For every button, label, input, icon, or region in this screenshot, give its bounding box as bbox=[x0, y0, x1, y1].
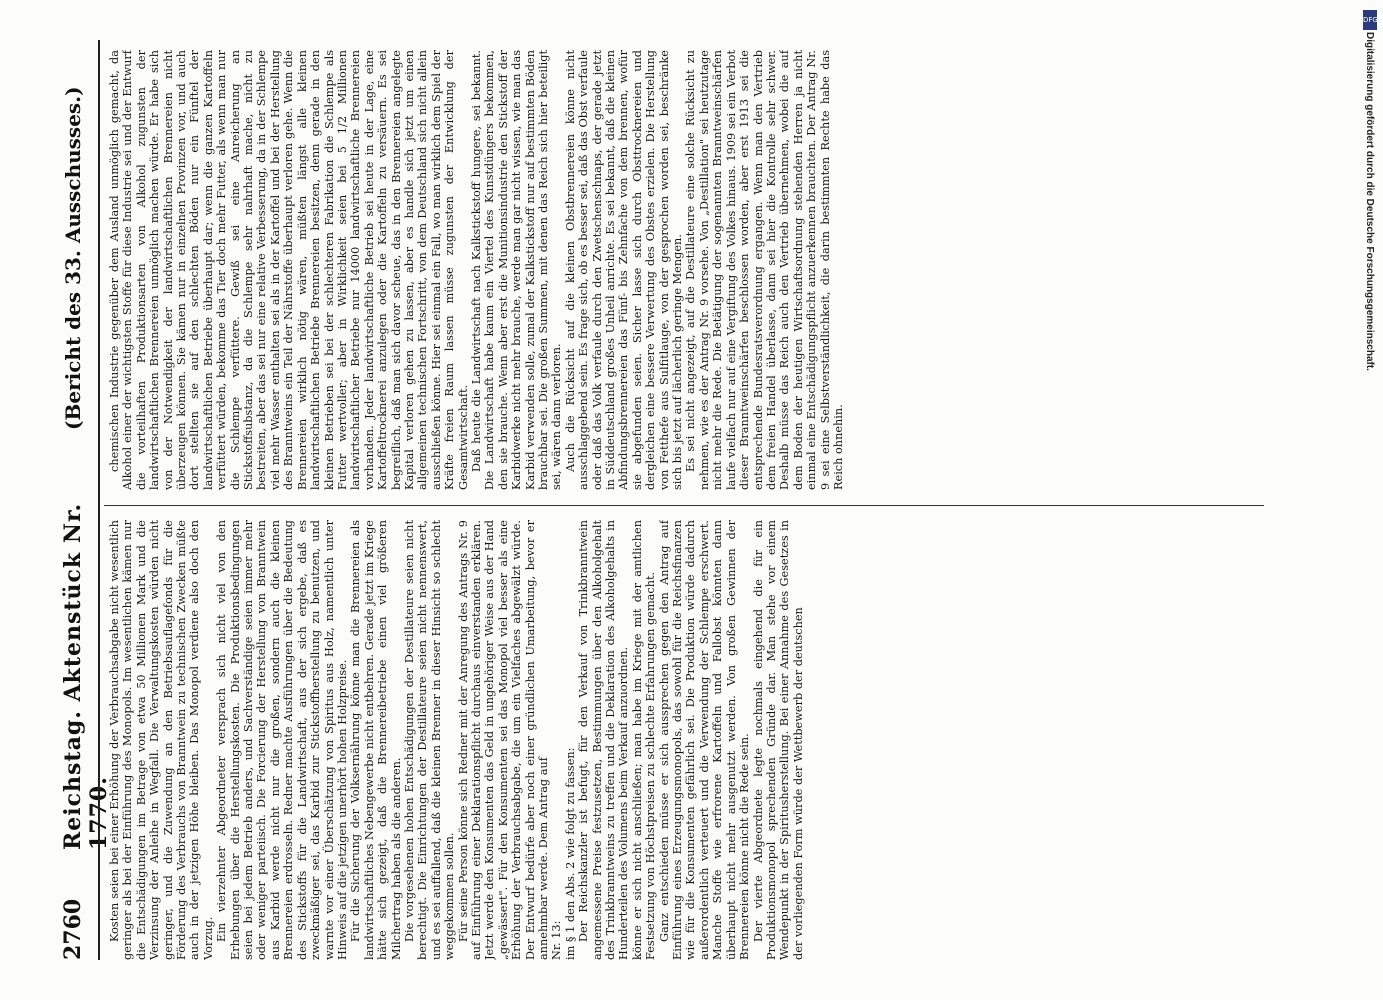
sidebar-credit bbox=[1363, 10, 1377, 990]
paragraph: Die vorgesehenen hohen Entschädigungen der Destillateure seien nicht berechtigt. Die Einrichtungen der Destillateure seien nicht nennenswert, und es sei auffallend, daß die kleinen Brenner in dieser Hinsicht so schlecht weggekommen sollen. bbox=[402, 520, 457, 960]
paragraph: Nr. 13: bbox=[550, 920, 564, 960]
section-title: (Bericht des 33. Ausschusses.) bbox=[61, 86, 85, 430]
paragraph: Der vierte Abgeordnete legte nochmals eingehend die für ein Produktionsmonopol sprechenden Gründe dar. Man stehe vor einem Wendepunkt in der Spiritusherstellung. Bei einer Annahme des Gesetzes in der vorliegenden Form würde der Wettbewerb der deutschen bbox=[751, 520, 805, 960]
paragraph: Für seine Person könne sich Redner mit der Anregung des Antrags Nr. 9 auf Einführung einer Deklarationspflicht durchaus einverstanden erklären. Jetzt werde den Konsumenten das Geld in ungehöriger Weise aus der Hand „gewässert". Für den Konsumenten sei das Monopol viel besser als eine Erhöhung der Verbrauchsabgabe, die um ein Vielfaches abgewälzt würde. Der Entwurf bedürfe aber noch einer gründlichen Umarbeitung, bevor er annehmbar werde. Dem Antrag auf bbox=[456, 520, 550, 960]
page-title: Reichstag. Aktenstück Nr. 1770. bbox=[60, 502, 112, 850]
page-header bbox=[60, 40, 112, 960]
paragraph: im § 1 den Abs. 2 wie folgt zu fassen: bbox=[563, 747, 577, 960]
page-number: 2760 bbox=[60, 898, 86, 960]
page-body bbox=[60, 40, 1260, 960]
paragraph: Auch die Rücksicht auf die kleinen Obstbrennereien könne nicht ausschlaggebend sein. Es frage sich, ob es besser sei, daß das Obst verfaule oder daß das Volk verfaule durch den Zwetschenschnaps, der gerade jetzt in Süddeutschland großes Unheil anrichte. Es sei bekannt, daß die kleinen Abfindungsbrennereien das Fünf- bis Zehnfache von dem brennen, wofür sie abgefunden seien. Sicher lasse sich durch Obsttrocknereien und dergleichen eine bessere Verwertung des Obstes erzielen. Die Herstellung von Fetthefe aus Sulfitlauge, von der gesprochen worden sei, beschränke sich bis jetzt auf lächerlich geringe Mengen. bbox=[563, 50, 685, 490]
paragraph: chemischen Industrie gegenüber dem Ausland unmöglich gemacht, da Alkohol einer der wichtigsten Stoffe für diese Industrie sei und der Entwurf die vorteilhaften Produktionsarten von Alkohol zugunsten der landwirtschaftlichen Brennereien unmöglich machen würde. Er habe sich von der Notwendigkeit der landwirtschaftlichen Brennereien nicht überzeugen können. Sie kämen nur in einzelnen Provinzen vor, und auch dort stellten sie auf den schlechten Böden nur ein Fünftel der landwirtschaftlichen Betriebe überhaupt dar; wenn die ganzen Kartoffeln verfüttert würden, bekomme das Tier doch mehr Futter, als wenn man nur die Schlempe verfüttere. Gewiß sei eine Anreicherung an Stickstoffsubstanz, da die Schlempe sehr nahrhaft mache, nicht zu bestreiten, aber das sei nur eine relative Verbesserung, da in der Schlempe viel mehr Wasser enthalten sei als in der Kartoffel und bei der Herstellung des Branntweins ein Teil der Nährstoffe überhaupt verloren gehe. Wenn die Brennereien wirklich nötig wären, müßten längst alle kleinen landwirtschaftlichen Betriebe Brennereien besitzen, denn gerade in den kleinen Betrieben sei bei der schlechteren Fabrikation die Schlempe als Futter wertvoller; aber in Wirklichkeit seien bei 5 1/2 Millionen landwirtschaftlicher Betriebe nur 14000 landwirtschaftliche Brennereien vorhanden. Jeder landwirtschaftliche Betrieb sei heute in der Lage, eine Kartoffeltrocknerei anzulegen oder die Kartoffeln zu versäuern. Es sei begreiflich, daß man sich davor scheue, das in den Brennereien angelegte Kapital verloren gehen zu lassen, aber es handle sich jetzt um einen allgemeinen technischen Fortschritt, von dem Deutschland sich nicht allein ausschließen könne. Hier sei einmal ein Fall, wo man wirklich dem Spiel der Kräfte freien Raum lassen müsse zugunsten der Entwicklung der Gesamtwirtschaft. bbox=[108, 50, 470, 490]
paragraph: könne er sich nicht anschließen; man habe im Kriege mit der amtlichen Festsetzung von Höchstpreisen zu schlechte Erfahrungen gemacht. bbox=[630, 520, 658, 960]
right-column bbox=[108, 50, 1258, 490]
paragraph: Ganz entschieden müsse er sich aussprechen gegen den Antrag auf Einführung eines Erzeugungsmonopols, das sowohl für die Reichsfinanzen wie für die Konsumenten gefährlich sei. Die Produktion würde dadurch außerordentlich verteuert und die Verwendung der Schlempe erschwert. Manche Stoffe wie erfrorene Kartoffeln und Fallobst könnten dann überhaupt nicht mehr ausgenutzt werden. Von großen Gewinnen der Brennereien könne nicht die Rede sein. bbox=[657, 520, 752, 960]
paragraph: Kosten seien bei einer Erhöhung der Verbrauchsabgabe nicht wesentlich geringer als bei der Einführung des Monopols. Im wesentlichen kämen nur die Entschädigungen im Betrage von etwa 50 Millionen Mark und die Verzinsung der Anleihe in Wegfall. Die Verwaltungskosten würden nicht geringer, und die Zuwendung an den Betriebsauflagefonds für die Förderung des Verbrauchs von Branntwein zu technischen Zwecken müßte auch in der jetzigen Höhe bleiben. Das Monopol verdiene also doch den Vorzug. bbox=[108, 520, 215, 960]
paragraph: Daß heute die Landwirtschaft nach Kalkstickstoff hungere, sei bekannt. Die Landwirtschaft habe kaum ein Viertel des Kunstdüngers bekommen, den sie brauche. Wenn aber erst die Munitionsindustrie den Stickstoff der Karbidwerke nicht mehr brauche, werde man gar nicht wissen, wie man das Karbid verwenden solle, zumal der Kalkstickstoff nur auf bestimmten Böden brauchbar sei. Die großen Summen, mit denen das Reich sich hier beteiligt sei, wären dann verloren. bbox=[469, 50, 564, 490]
left-column bbox=[108, 520, 1258, 960]
dfg-logo: DFG bbox=[1363, 10, 1377, 30]
paragraph: Für die Sicherung der Volksernährung könne man die Brennereien als landwirtschaftliches Nebengewerbe nicht entbehren. Gerade jetzt im Kriege hätte sich gezeigt, daß die Brennereibetriebe einen viel größeren Milchertrag haben als die anderen. bbox=[349, 520, 403, 960]
paragraph: Es sei nicht angezeigt, auf die Destillateure eine solche Rücksicht zu nehmen, wie es der Antrag Nr. 9 vorsehe. Von „Destillation" sei heutzutage nicht mehr die Rede. Die Betätigung der sogenannten Branntweinschärfen laufe vielfach nur auf eine Vergiftung des Volkes hinaus. 1909 sei ein Verbot dieser Branntweinschärfen beschlossen worden, aber erst 1913 sei die entsprechende Bundesratsverordnung ergangen. Wenn man den Vertrieb dem freien Handel überlasse, dann sei hier die Kontrolle sehr schwer. Deshalb müsse das Reich auch den Vertrieb übernehmen, wobei die auf dem Boden der heutigen Wirtschaftsordnung stehenden Herren ja nicht einmal eine Entschädigungspflicht anzuerkennen brauchten. Der Antrag Nr. 9 sei eine Selbstverständlichkeit, die darin bestimmten Rechte habe das Reich ohnehin. bbox=[684, 50, 845, 490]
funding-note: Digitalisierung gefördert durch die Deutsche Forschungsgemeinschaft. bbox=[1364, 32, 1375, 371]
column-divider bbox=[104, 505, 1264, 506]
paragraph: Ein vierzehnter Abgeordneter versprach sich nicht viel von den Erhebungen über die Herstellungskosten. Die Produktionsbedingungen seien bei jedem Betrieb anders, und Sachverständige seien immer mehr oder weniger parteiisch. Die Forcierung der Herstellung von Branntwein aus Karbid werde nicht nur die großen, sondern auch die kleinen Brennereien erdrosseln. Redner machte Ausführungen über die Bedeutung des Stickstoffs für die Landwirtschaft, aus der sich ergebe, daß es zweckmäßiger sei, das Karbid zur Stickstoffherstellung zu benutzen, und warnte vor einer Überschätzung von Spiritus aus Holz, namentlich unter Hinweis auf die jetzigen unerhört hohen Holzpreise. bbox=[215, 520, 349, 960]
paragraph: Der Reichskanzler ist befugt, für den Verkauf von Trinkbranntwein angemessene Preise festzusetzen, Bestimmungen über den Alkoholgehalt des Trinkbranntweins zu treffen und die Deklaration des Alkoholgehalts in Hunderteilen des Volumens beim Verkauf anzuordnen. bbox=[577, 520, 631, 960]
header-rule bbox=[98, 40, 100, 960]
